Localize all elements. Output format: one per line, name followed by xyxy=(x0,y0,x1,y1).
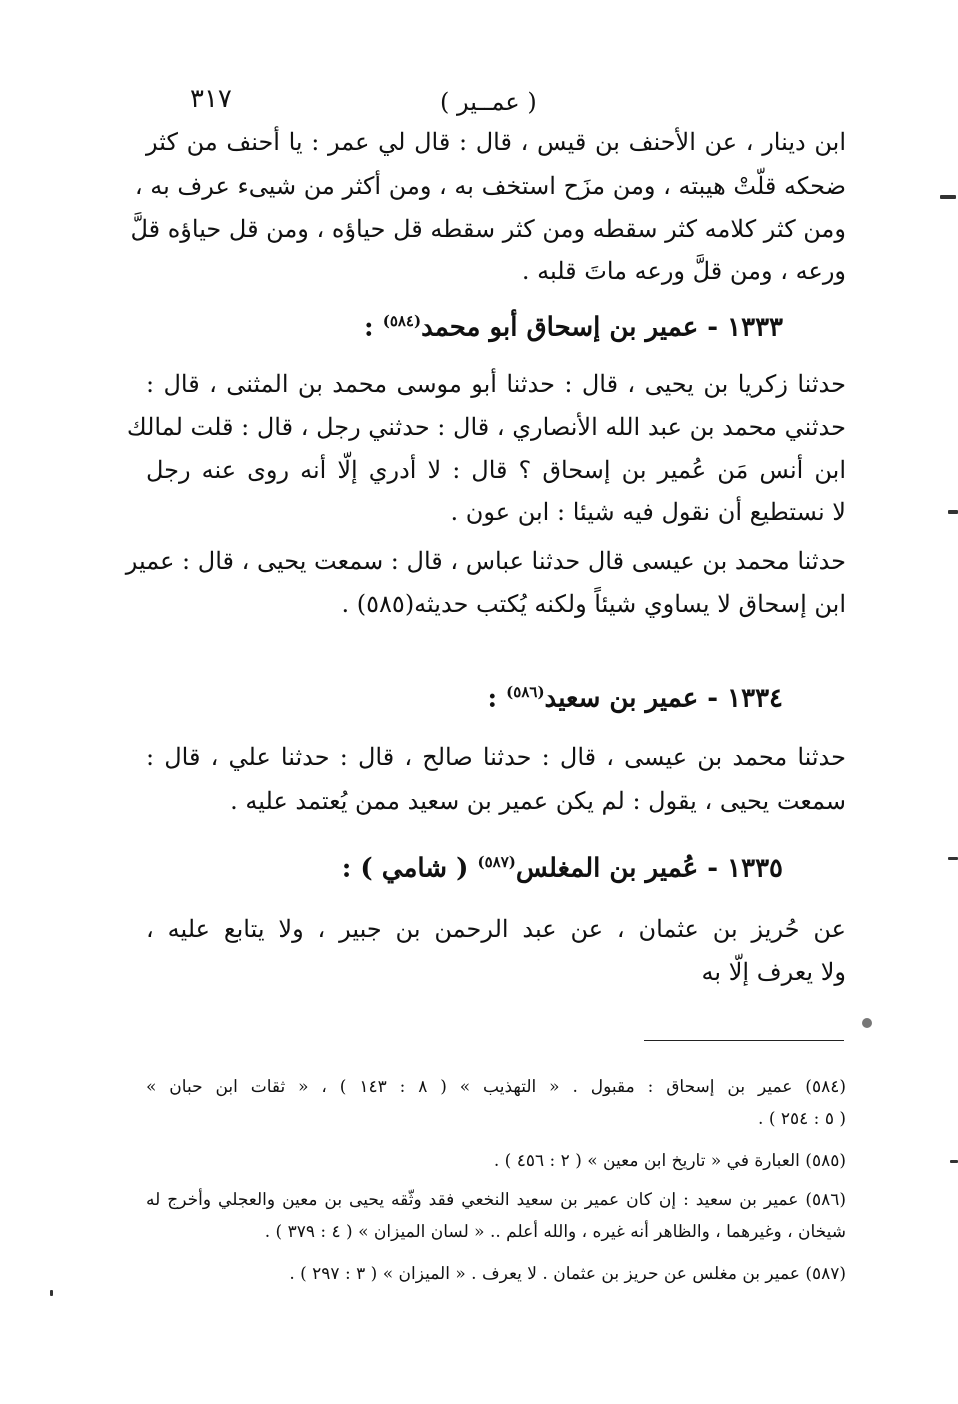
scan-mark xyxy=(948,510,958,514)
footnote-line: (٥٨٦) عمير بن سعيد : إن كان عمير بن سعيد النخعي فقد وثّقه يحيى بن معين والعجلي وأخرج له xyxy=(146,1190,846,1210)
body-line: ضحكه قلّتْ هيبته ، ومن مزَح استخف به ، ومن أكثر من شيىء عرف به ، xyxy=(134,172,846,200)
entry-heading xyxy=(488,683,784,714)
body-line: لا نستطيع أن نقول فيه شيئا : ابن عون . xyxy=(450,498,846,526)
body-line: ابن أنس مَن عُمير بن إسحاق ؟ قال : لا أدري إلّا أنه روى عنه رجل xyxy=(146,456,846,484)
entry-heading-title: ١٣٣٥ - عُمير بن المغلس xyxy=(515,853,783,884)
footnote-ref: (٥٨٤) xyxy=(382,312,422,330)
footnote-line: ( ٥ : ٢٥٤ ) . xyxy=(758,1109,846,1129)
entry-heading-tail: ( شامي ) : xyxy=(341,853,478,884)
footnote-line: (٥٨٥) العبارة في « تاريخ ابن معين » ( ٢ : ٤٥٦ ) . xyxy=(493,1151,846,1171)
body-line: ابن دينار ، عن الأحنف بن قيس ، قال : قال لي عمر : يا أحنف من كثر xyxy=(146,128,846,156)
footnote-ref: (٥٨٦) xyxy=(506,683,545,701)
body-line: حدثنا زكريا بن يحيى ، قال : حدثنا أبو موسى محمد بن المثنى ، قال : xyxy=(146,370,846,398)
footnote-line: شيخان ، وغيرهما ، والظاهر أنه غيره ، والله أعلم .. « لسان الميزان » ( ٤ : ٣٧٩ ) . xyxy=(264,1222,846,1242)
body-line: حدثنا محمد بن عيسى قال حدثنا عباس ، قال : سمعت يحيى ، قال : عمير xyxy=(125,547,846,575)
body-line: ابن إسحاق لا يساوي شيئاً ولكنه يُكتب حديثه(٥٨٥) . xyxy=(341,590,846,618)
footnote-line: (٥٨٧) عمير بن مغلس عن حريز بن عثمان . لا يعرف . « الميزان » ( ٣ : ٢٩٧ ) . xyxy=(289,1264,846,1284)
entry-heading-title: ١٣٣٣ - عمير بن إسحاق أبو محمد xyxy=(421,312,783,343)
scan-mark xyxy=(950,1160,958,1163)
scan-mark xyxy=(940,195,956,199)
page-number: ٣١٧ xyxy=(190,84,232,114)
entry-heading xyxy=(364,312,783,343)
scan-mark xyxy=(948,857,958,860)
entry-heading-title: ١٣٣٤ - عمير بن سعيد xyxy=(544,683,783,714)
footnote-ref: (٥٨٧) xyxy=(477,853,516,871)
scan-mark xyxy=(862,1018,872,1028)
body-line: عن حُريز بن عثمان ، عن عبد الرحمن بن جبير ، ولا يتابع عليه ، xyxy=(146,915,846,943)
entry-heading xyxy=(342,853,783,884)
entry-heading-tail: : xyxy=(364,312,383,343)
body-line: ولا يعرف إلّا به xyxy=(701,958,846,986)
body-line: ورعه ، ومن قلَّ ورعه ماتَ قلبه . xyxy=(521,257,846,285)
body-line: حدثنا محمد بن عيسى ، قال : حدثنا صالح ، قال : حدثنا علي ، قال : xyxy=(146,743,846,771)
footnote-separator xyxy=(644,1040,844,1041)
scan-mark xyxy=(50,1290,53,1296)
footnote-line: (٥٨٤) عمير بن إسحاق : مقبول . « التهذيب » ( ٨ : ١٤٣ ) ، « ثقات ابن حبان » xyxy=(146,1077,846,1097)
running-head: ( عمــير ) xyxy=(440,88,537,116)
body-line: سمعت يحيى ، يقول : لم يكن عمير بن سعيد ممن يُعتمد عليه . xyxy=(230,787,846,815)
entry-heading-tail: : xyxy=(487,683,507,714)
body-line: ومن كثر كلامه كثر سقطه ومن كثر سقطه قل حياؤه ، ومن قل حياؤه قلَّ xyxy=(130,215,846,243)
body-line: حدثني محمد بن عبد الله الأنصاري ، قال : حدثني رجل ، قال : قلت لمالك xyxy=(126,413,846,441)
